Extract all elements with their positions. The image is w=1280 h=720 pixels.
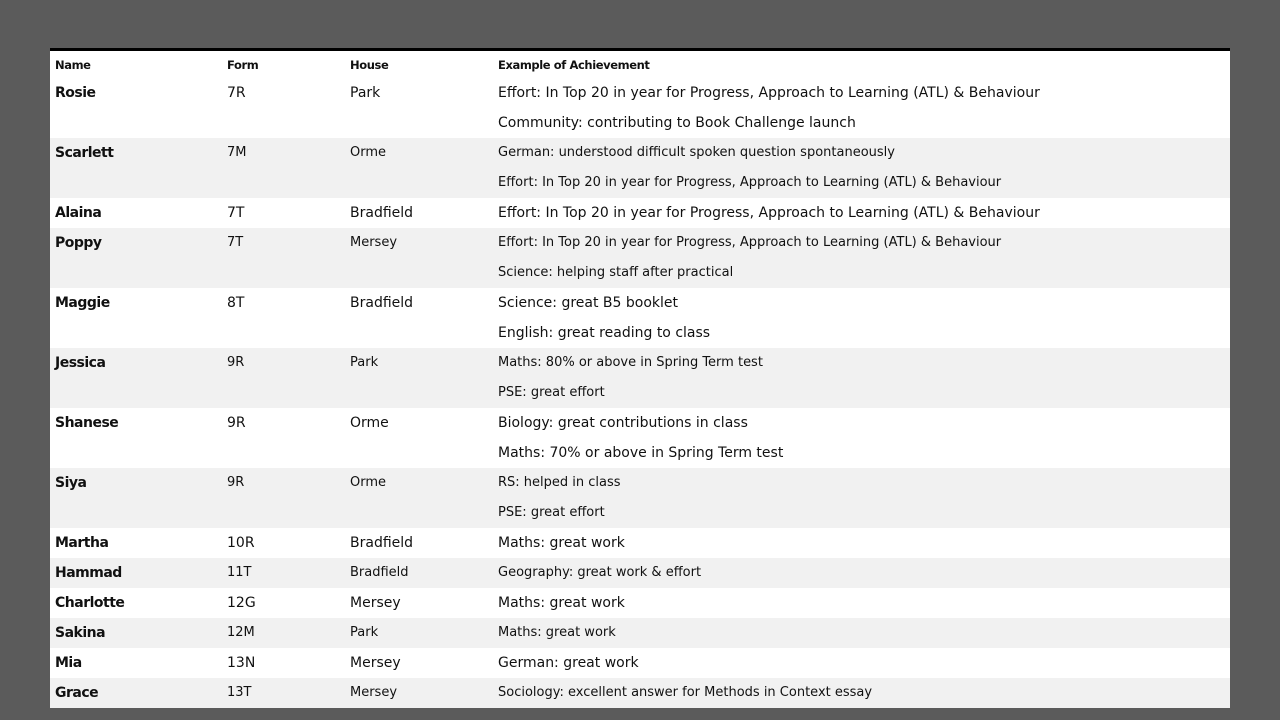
achievement-cell xyxy=(493,528,1230,558)
achievement-text: Effort: In Top 20 in year for Progress, Approach to Learning (ATL) & Behaviour xyxy=(498,235,1002,250)
table-row xyxy=(50,348,1230,408)
header-row xyxy=(50,51,1230,78)
student-form: 7R xyxy=(227,85,246,101)
achievement-text: Maths: great work xyxy=(498,535,625,551)
achievement-cell xyxy=(493,618,1230,648)
student-form: 13N xyxy=(227,655,256,671)
achievement-text: PSE: great effort xyxy=(498,385,605,400)
student-form: 9R xyxy=(222,468,345,528)
table-row xyxy=(50,228,1230,288)
student-form: 10R xyxy=(227,535,255,551)
achievement-cell xyxy=(493,228,1230,288)
student-house: Orme xyxy=(345,138,493,198)
student-form: 9R xyxy=(222,348,345,408)
student-house: Park xyxy=(345,348,493,408)
achievement-text: Maths: 80% or above in Spring Term test xyxy=(498,355,763,370)
achievement-cell xyxy=(493,468,1230,528)
student-house: Bradfield xyxy=(345,558,493,588)
student-form: 12G xyxy=(227,595,256,611)
header-name: Name xyxy=(55,57,91,72)
header-form: Form xyxy=(227,57,259,72)
achievement-text: RS: helped in class xyxy=(498,475,621,490)
achievement-cell xyxy=(493,288,1230,348)
achievement-cell xyxy=(493,588,1230,618)
student-form: 7T xyxy=(227,205,245,221)
achievement-text: Effort: In Top 20 in year for Progress, Approach to Learning (ATL) & Behaviour xyxy=(498,85,1040,101)
achievement-text: Science: great B5 booklet xyxy=(498,295,678,311)
student-house: Bradfield xyxy=(350,205,414,221)
header-house: House xyxy=(350,57,389,72)
student-name: Mia xyxy=(55,655,82,671)
student-name: Martha xyxy=(55,535,109,551)
student-name: Charlotte xyxy=(55,595,125,611)
achievement-text: German: great work xyxy=(498,655,639,671)
student-form: 7T xyxy=(222,228,345,288)
achievement-cell xyxy=(493,408,1230,468)
achievement-cell xyxy=(493,138,1230,198)
table-row xyxy=(50,558,1230,588)
achievement-text: PSE: great effort xyxy=(498,505,605,520)
student-name: Poppy xyxy=(50,228,222,288)
student-name: Maggie xyxy=(55,295,110,311)
student-name: Siya xyxy=(50,468,222,528)
table-row xyxy=(50,528,1230,558)
achievement-text: Effort: In Top 20 in year for Progress, Approach to Learning (ATL) & Behaviour xyxy=(498,205,1040,221)
student-house: Park xyxy=(350,85,381,101)
table-row xyxy=(50,678,1230,708)
achievement-text: Community: contributing to Book Challenge launch xyxy=(498,115,856,131)
table-row xyxy=(50,618,1230,648)
achievements-table xyxy=(50,51,1230,708)
student-form: 8T xyxy=(227,295,245,311)
achievement-text: Effort: In Top 20 in year for Progress, Approach to Learning (ATL) & Behaviour xyxy=(498,175,1002,190)
achievement-text: German: understood difficult spoken question spontaneously xyxy=(498,145,895,160)
student-form: 12M xyxy=(222,618,345,648)
table-row xyxy=(50,648,1230,678)
achievement-text: Science: helping staff after practical xyxy=(498,265,734,280)
student-house: Park xyxy=(345,618,493,648)
table-row xyxy=(50,138,1230,198)
student-house: Bradfield xyxy=(350,295,414,311)
student-name: Sakina xyxy=(50,618,222,648)
student-house: Mersey xyxy=(350,655,401,671)
header-achievement: Example of Achievement xyxy=(498,57,650,72)
student-form: 7M xyxy=(222,138,345,198)
table-row xyxy=(50,408,1230,468)
student-name: Shanese xyxy=(55,415,119,431)
achievement-cell xyxy=(493,348,1230,408)
achievement-cell xyxy=(493,198,1230,228)
student-house: Bradfield xyxy=(350,535,414,551)
table-row xyxy=(50,468,1230,528)
achievement-cell xyxy=(493,648,1230,678)
student-house: Mersey xyxy=(345,228,493,288)
student-form: 9R xyxy=(227,415,246,431)
achievement-cell xyxy=(493,678,1230,708)
achievement-text: Geography: great work & effort xyxy=(498,565,702,580)
achievement-text: Maths: great work xyxy=(498,625,616,640)
table-row xyxy=(50,78,1230,138)
achievement-text: Biology: great contributions in class xyxy=(498,415,748,431)
achievement-text: Sociology: excellent answer for Methods in Context essay xyxy=(498,685,873,700)
table-row xyxy=(50,288,1230,348)
student-form: 11T xyxy=(222,558,345,588)
student-name: Alaina xyxy=(55,205,102,221)
table-row xyxy=(50,588,1230,618)
student-house: Mersey xyxy=(345,678,493,708)
student-name: Rosie xyxy=(55,85,96,101)
achievement-text: Maths: 70% or above in Spring Term test xyxy=(498,445,784,461)
table-row xyxy=(50,198,1230,228)
achievement-cell xyxy=(493,558,1230,588)
achievement-cell xyxy=(493,78,1230,138)
achievement-text: Maths: great work xyxy=(498,595,625,611)
student-house: Orme xyxy=(345,468,493,528)
student-house: Orme xyxy=(350,415,389,431)
student-name: Jessica xyxy=(50,348,222,408)
slide xyxy=(50,48,1230,700)
student-house: Mersey xyxy=(350,595,401,611)
student-form: 13T xyxy=(222,678,345,708)
student-name: Scarlett xyxy=(50,138,222,198)
student-name: Hammad xyxy=(50,558,222,588)
achievement-text: English: great reading to class xyxy=(498,325,711,341)
student-name: Grace xyxy=(50,678,222,708)
